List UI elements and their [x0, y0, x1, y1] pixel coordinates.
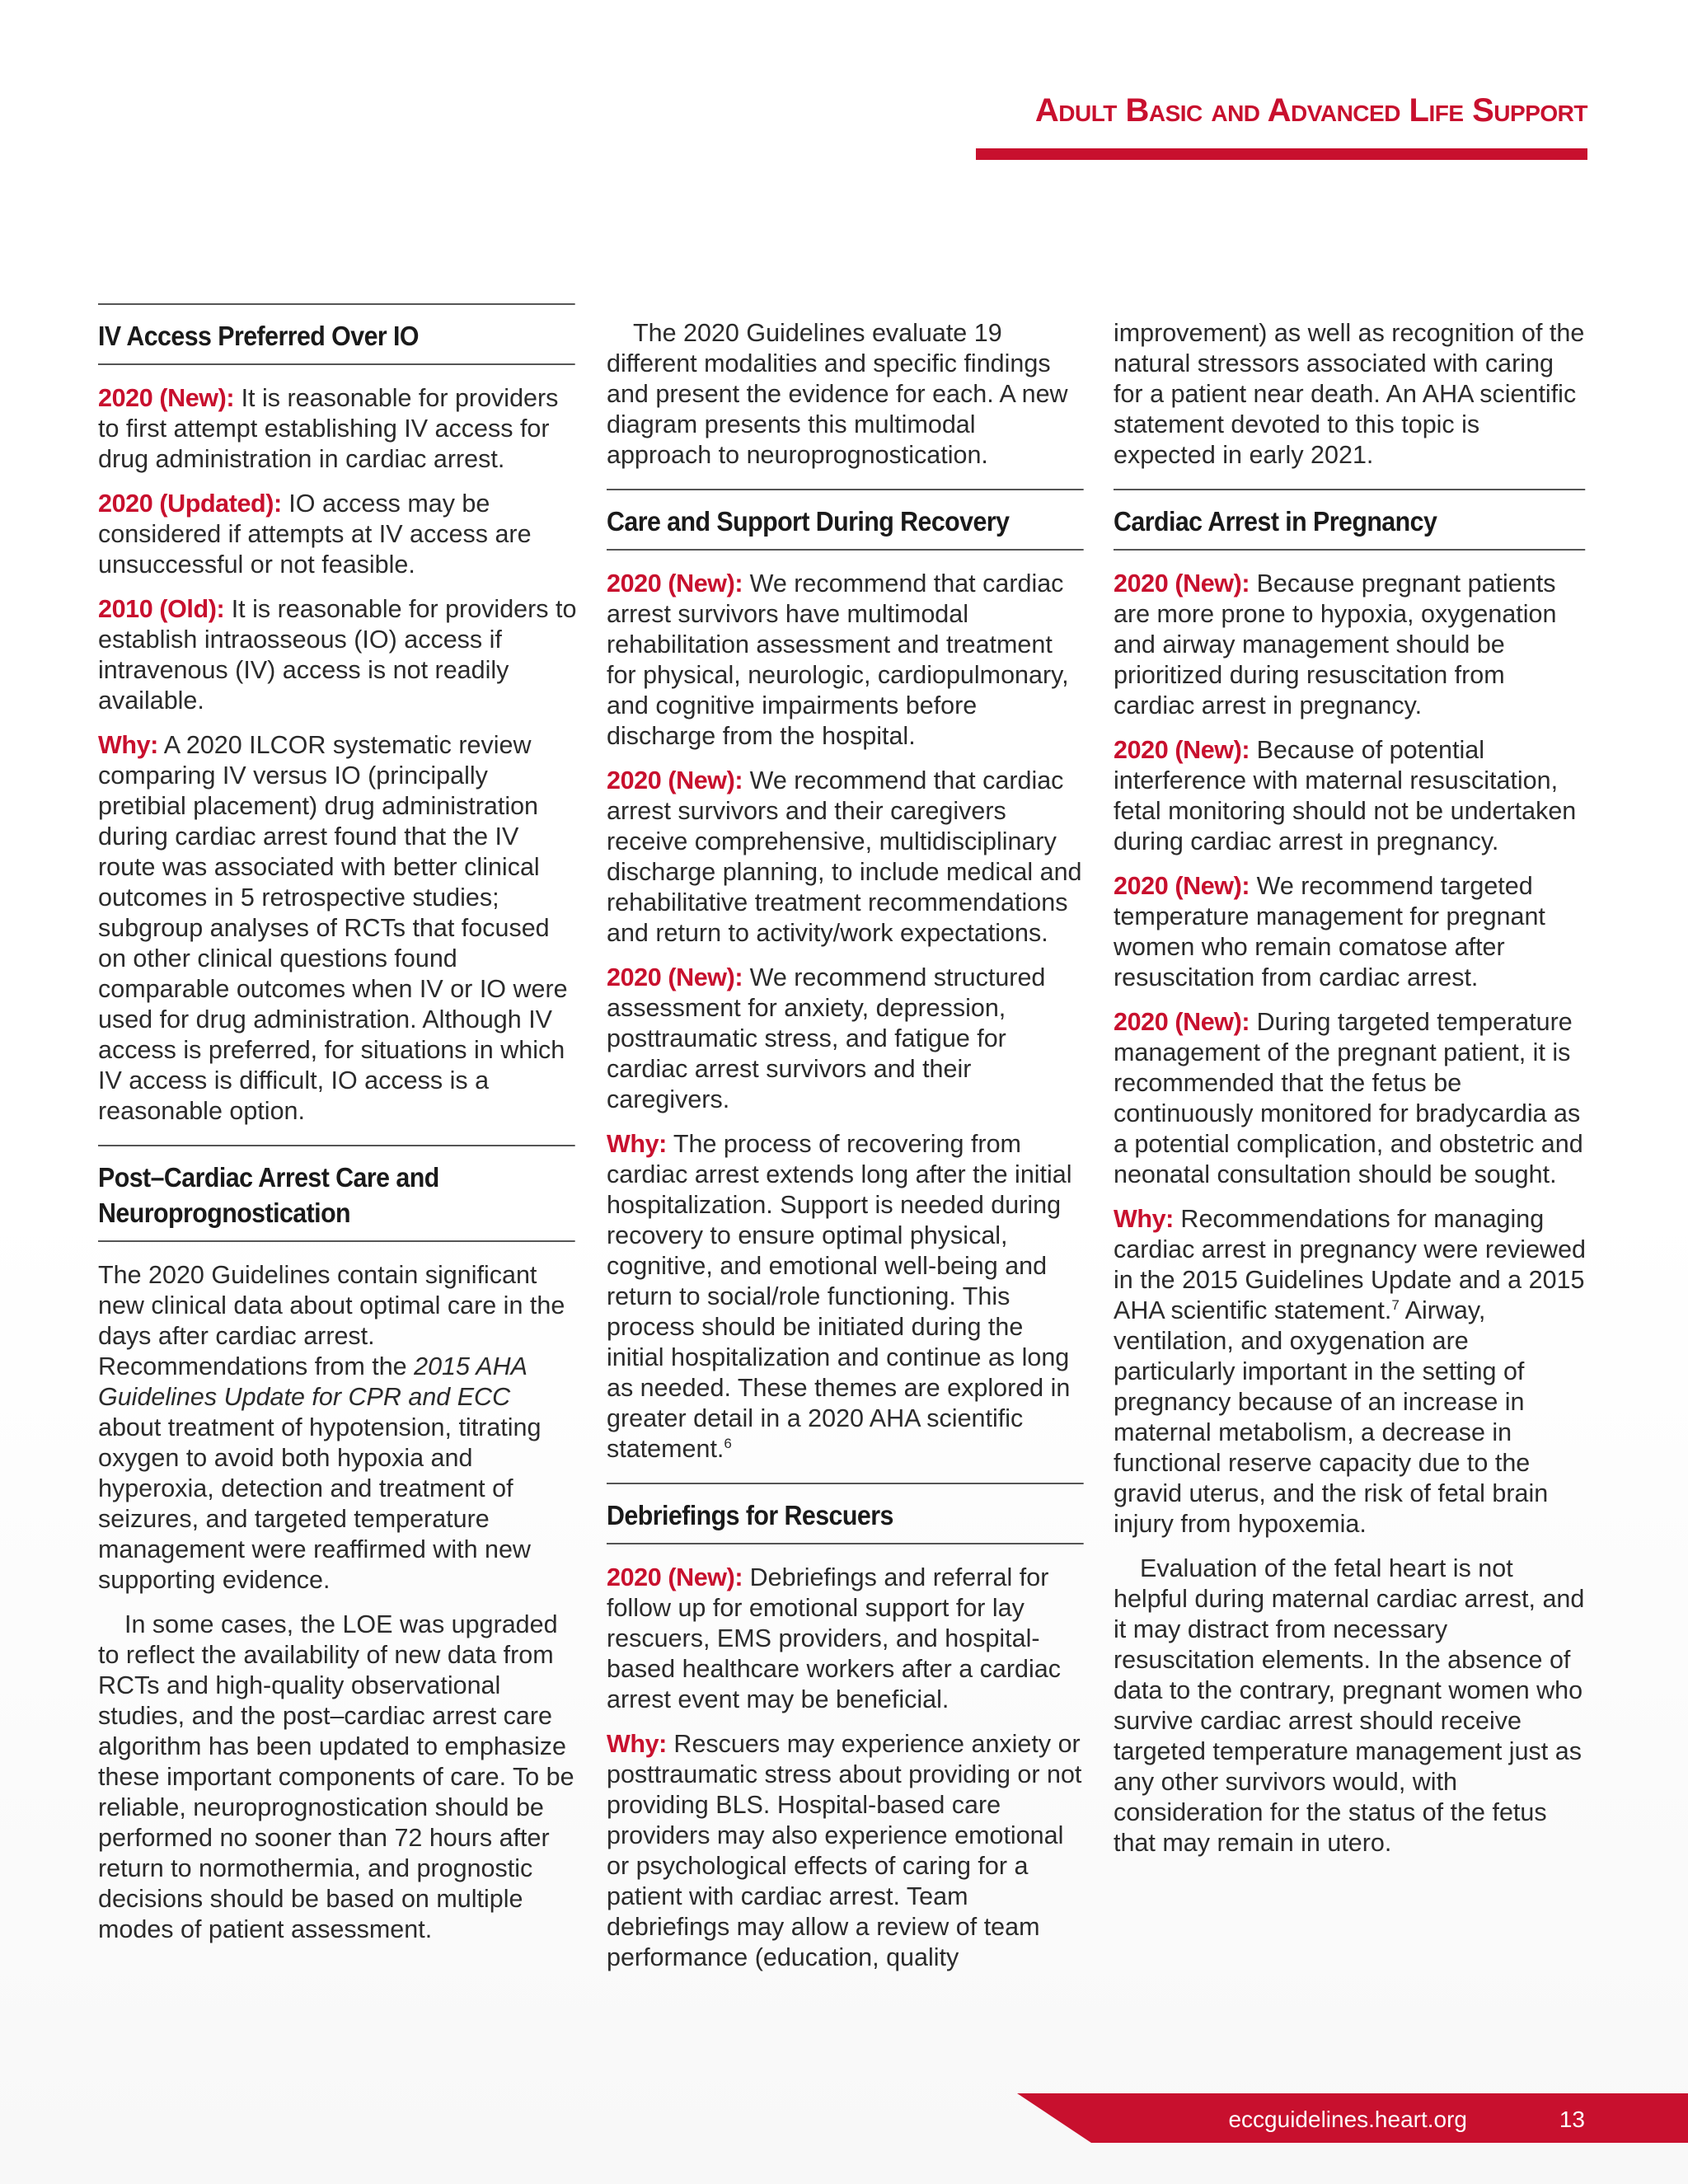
paragraph-text: Because of potential interference with maternal resuscitation, fetal monitoring should not be undertaken during cardiac arrest in pregnancy. — [1114, 736, 1577, 855]
paragraph-text: It is reasonable for providers to establish intraosseous (IO) access if intravenous (IV) access is not readily available. — [98, 595, 577, 715]
recommendation-tag: 2020 (New): — [607, 963, 743, 991]
paragraph — [1114, 735, 1588, 857]
paragraph — [1114, 871, 1588, 993]
paragraph-text: Recommendations for managing cardiac arrest in pregnancy were reviewed in the 2015 Guidelines Update and a 2015 AHA scientific statement. — [1114, 1205, 1586, 1324]
paragraph-text: Because pregnant patients are more prone to hypoxia, oxygenation and airway management should be prioritized during resuscitation from cardiac arrest in pregnancy. — [1114, 569, 1557, 719]
section-heading-debriefings: Debriefings for Rescuers — [607, 1483, 1083, 1544]
paragraph — [98, 383, 578, 475]
paragraph — [98, 1260, 578, 1596]
footer-website-link[interactable]: eccguidelines.heart.org — [1228, 2107, 1467, 2132]
why-tag: Why: — [98, 731, 158, 759]
section-heading-iv-access: IV Access Preferred Over IO — [98, 303, 574, 365]
citation-superscript: 7 — [1391, 1296, 1400, 1313]
paragraph — [98, 489, 578, 580]
paragraph-text: It is reasonable for providers to first attempt establishing IV access for drug administration in cardiac arrest. — [98, 384, 559, 473]
paragraph-text: A 2020 ILCOR systematic review comparing IV versus IO (principally pretibial placement) drug administration during cardiac arrest found that the IV route was associated with better clinical outcomes in 5 retrospective studies; subgroup analyses of RCTs that focused on other clinical questions found comparable outcomes when IV or IO were used for drug administration. Although IV access is preferred, for situations in which IV access is difficult, IO access is a reasonable option. — [98, 731, 568, 1125]
recommendation-tag: 2020 (Updated): — [98, 490, 282, 518]
recommendation-tag: 2020 (New): — [1114, 1008, 1250, 1036]
paragraph-text: Airway, ventilation, and oxygenation are particularly important in the setting of pregnancy because of an increase in maternal metabolism, a decrease in functional reserve capacity due to the gravid uterus, and the risk of fetal brain injury from hypoxemia. — [1114, 1296, 1549, 1538]
paragraph — [607, 963, 1086, 1115]
recommendation-tag: 2020 (New): — [1114, 736, 1250, 764]
paragraph-text: We recommend structured assessment for anxiety, depression, posttraumatic stress, and fatigue for cardiac arrest survivors and their caregivers. — [607, 963, 1046, 1113]
paragraph-text: about treatment of hypotension, titrating oxygen to avoid both hypoxia and hyperoxia, detection and treatment of seizures, and targeted temperature management were reaffirmed with new supporting evidence. — [98, 1413, 542, 1594]
recommendation-tag: 2020 (New): — [607, 569, 743, 598]
why-tag: Why: — [607, 1730, 667, 1758]
paragraph — [607, 1563, 1086, 1715]
paragraph: The 2020 Guidelines evaluate 19 different modalities and specific findings and present the evidence for each. A new diagram presents this multimodal approach to neuroprognostication. — [607, 319, 1068, 469]
section-heading-post-cardiac-arrest: Post–Cardiac Arrest Care and Neuroprognostication — [98, 1145, 574, 1242]
column-1 — [98, 303, 578, 1959]
section-heading-care-recovery: Care and Support During Recovery — [607, 489, 1083, 551]
paragraph: In some cases, the LOE was upgraded to reflect the availability of new data from RCTs and high-quality observational studies, and the post–cardiac arrest care algorithm has been updated to emphasize these important components of care. To be reliable, neuroprognostication should be performed no sooner than 72 hours after return to normothermia, and prognostic decisions should be based on multiple modes of patient assessment. — [98, 1610, 574, 1943]
paragraph — [607, 569, 1086, 752]
paragraph-text: Debriefings and referral for follow up for emotional support for lay rescuers, EMS providers, and hospital-based healthcare workers after a cardiac arrest event may be beneficial. — [607, 1563, 1061, 1713]
paragraph: Evaluation of the fetal heart is not helpful during maternal cardiac arrest, and it may distract from necessary resuscitation elements. In the absence of data to the contrary, pregnant women who survive cardiac arrest should receive targeted temperature management just as any other survivors would, with consideration for the status of the fetus that may remain in utero. — [1114, 1554, 1585, 1857]
section-heading-pregnancy: Cardiac Arrest in Pregnancy — [1114, 489, 1585, 551]
page-number: 13 — [1559, 2107, 1585, 2132]
paragraph — [607, 1729, 1086, 1973]
paragraph-text: IO access may be considered if attempts at IV access are unsuccessful or not feasible. — [98, 490, 532, 579]
paragraph: improvement) as well as recognition of the natural stressors associated with caring for a patient near death. An AHA scientific statement devoted to this topic is expected in early 2021. — [1114, 319, 1585, 469]
column-3 — [1114, 318, 1588, 1872]
citation-superscript: 6 — [724, 1435, 732, 1451]
recommendation-tag: 2020 (New): — [607, 766, 743, 794]
paragraph-text: We recommend targeted temperature management for pregnant women who remain comatose after resuscitation from cardiac arrest. — [1114, 872, 1545, 991]
column-2 — [607, 318, 1086, 1987]
paragraph-text: The process of recovering from cardiac arrest extends long after the initial hospitalization. Support is needed during recovery to ensure optimal physical, cognitive, and emotional well-being and return to social/role functioning. This process should be initiated during the initial hospitalization and continue as long as needed. These themes are explored in greater detail in a 2020 AHA scientific statement. — [607, 1130, 1072, 1463]
header-rule — [976, 148, 1587, 160]
paragraph — [98, 730, 578, 1127]
paragraph-text: We recommend that cardiac arrest survivors and their caregivers receive comprehensive, multidisciplinary discharge planning, to include medical and rehabilitative treatment recommendations and return to activity/work expectations. — [607, 766, 1082, 947]
recommendation-tag: 2020 (New): — [1114, 872, 1250, 900]
recommendation-tag: 2020 (New): — [607, 1563, 743, 1591]
paragraph — [98, 594, 578, 716]
paragraph — [1114, 1007, 1588, 1190]
why-tag: Why: — [1114, 1205, 1174, 1233]
paragraph — [1114, 569, 1588, 721]
recommendation-tag: 2020 (New): — [1114, 569, 1250, 598]
recommendation-tag: 2010 (Old): — [98, 595, 225, 623]
paragraph — [607, 1129, 1086, 1465]
paragraph-text: We recommend that cardiac arrest survivors have multimodal rehabilitation assessment and treatment for physical, neurologic, cardiopulmonary, and cognitive impairments before discharge from the hospital. — [607, 569, 1069, 750]
paragraph-text: Rescuers may experience anxiety or posttraumatic stress about providing or not providing BLS. Hospital-based care providers may also experience emotional or psychological effects of caring for a patient with cardiac arrest. Team debriefings may allow a review of team performance (education, quality — [607, 1730, 1082, 1971]
paragraph — [1114, 1204, 1588, 1540]
running-header-title: Adult Basic and Advanced Life Support — [1034, 92, 1587, 129]
paragraph — [607, 766, 1086, 949]
recommendation-tag: 2020 (New): — [98, 384, 235, 412]
publication-title: 2015 AHA Guidelines Update for CPR and ECC — [98, 1352, 527, 1411]
why-tag: Why: — [607, 1130, 667, 1158]
paragraph-text: The 2020 Guidelines contain significant new clinical data about optimal care in the days after cardiac arrest. Recommendations from the — [98, 1261, 565, 1380]
paragraph-text: During targeted temperature management of the pregnant patient, it is recommended that the fetus be continuously monitored for bradycardia as a potential complication, and obstetric and neonatal consultation should be sought. — [1114, 1008, 1583, 1188]
